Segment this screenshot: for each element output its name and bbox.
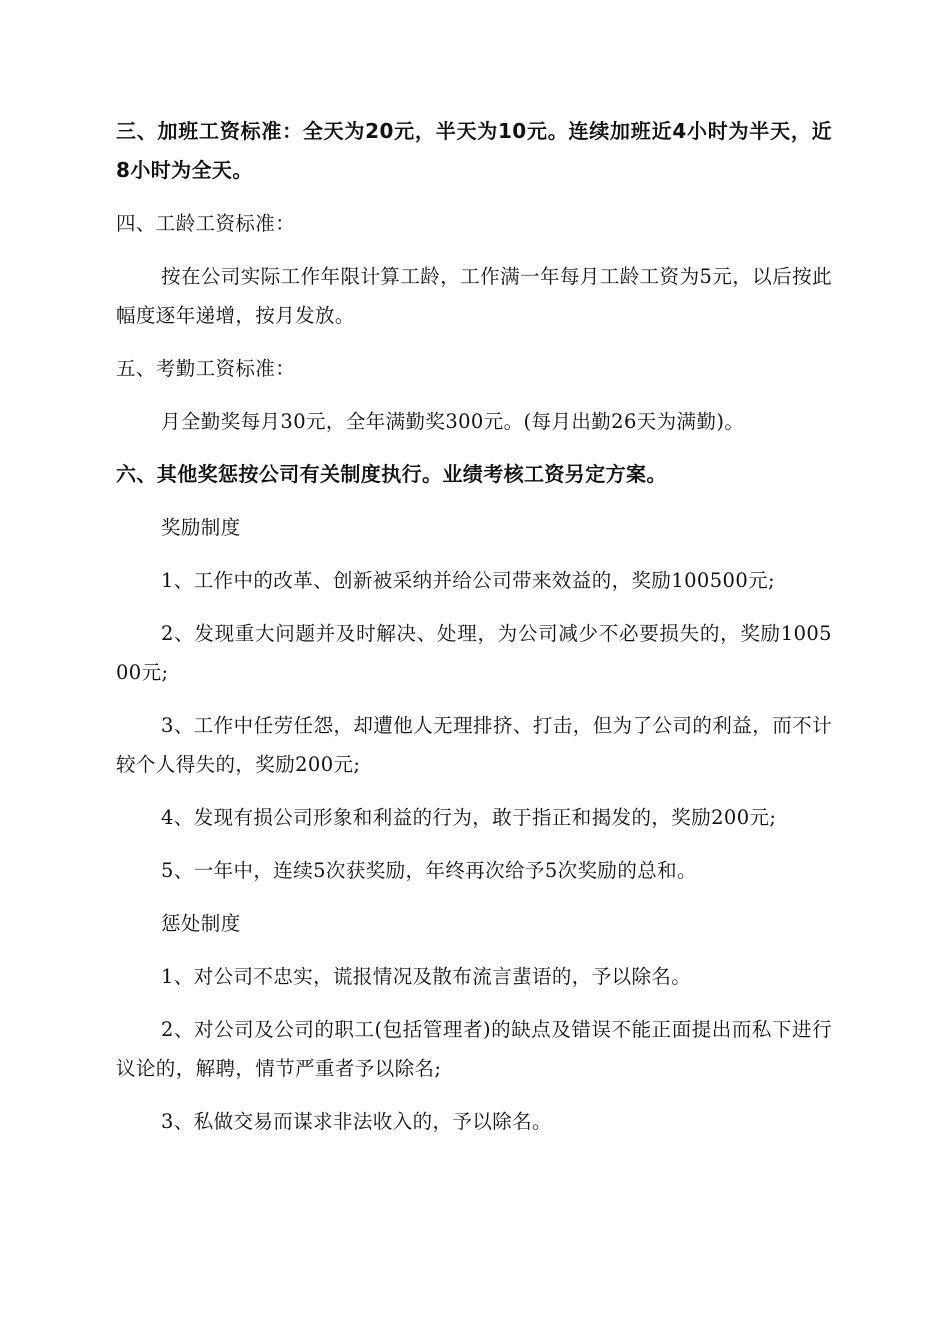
reward-item-5: 5、一年中，连续5次获奖励，年终再次给予5次奖励的总和。	[161, 859, 697, 882]
attendance-pay-heading: 五、考勤工资标准：	[116, 357, 296, 380]
document-page	[116, 112, 832, 1141]
seniority-pay-heading: 四、工龄工资标准：	[116, 212, 296, 235]
penalty-system-title: 惩处制度	[161, 912, 241, 935]
reward-item-3: 3、工作中任劳任怨，却遭他人无理排挤、打击，但为了公司的利益，而不计较个人得失的，奖励200元;	[116, 714, 832, 776]
seniority-pay-body: 按在公司实际工作年限计算工龄，工作满一年每月工龄工资为5元，以后按此幅度逐年递增，按月发放。	[116, 265, 832, 327]
penalty-item-3: 3、私做交易而谋求非法收入的，予以除名。	[161, 1110, 552, 1133]
reward-item-2: 2、发现重大问题并及时解决、处理，为公司减少不必要损失的，奖励100500元;	[116, 622, 832, 684]
penalty-item-2: 2、对公司及公司的职工(包括管理者)的缺点及错误不能正面提出而私下进行议论的，解聘，情节严重者予以除名;	[116, 1018, 832, 1080]
overtime-pay-standard: 三、加班工资标准：全天为20元，半天为10元。连续加班近4小时为半天，近8小时为全天。	[116, 119, 832, 182]
reward-system-title: 奖励制度	[161, 516, 241, 539]
reward-item-1: 1、工作中的改革、创新被采纳并给公司带来效益的，奖励100500元;	[161, 569, 776, 592]
other-rewards-heading: 六、其他奖惩按公司有关制度执行。业绩考核工资另定方案。	[116, 462, 667, 486]
attendance-pay-body: 月全勤奖每月30元，全年满勤奖300元。(每月出勤26天为满勤)。	[161, 410, 745, 433]
penalty-item-1: 1、对公司不忠实，谎报情况及散布流言蜚语的，予以除名。	[161, 965, 692, 988]
reward-item-4: 4、发现有损公司形象和利益的行为，敢于指正和揭发的，奖励200元;	[161, 806, 777, 829]
